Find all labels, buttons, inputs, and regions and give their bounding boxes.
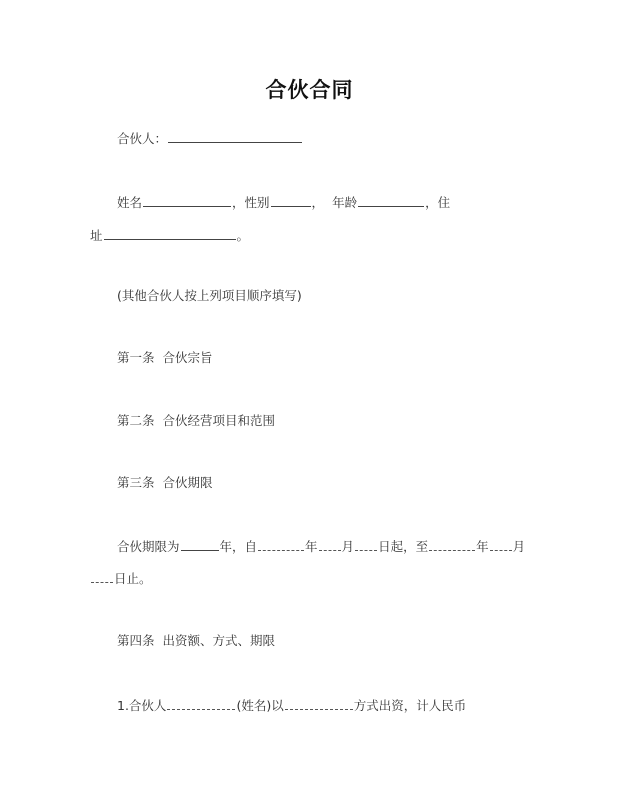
name-blank[interactable]	[143, 194, 231, 207]
term-years-blank[interactable]	[181, 538, 219, 551]
contribution-text: 方式出资，计人民币	[353, 698, 467, 713]
article-number: 第三条	[117, 475, 155, 490]
age-label: 年龄	[332, 195, 358, 210]
comma: ，	[311, 195, 325, 210]
comma: ，	[425, 195, 438, 210]
end-month-blank[interactable]	[490, 538, 512, 551]
document-title: 合伙合同	[265, 78, 354, 102]
article-number: 第二条	[117, 413, 155, 428]
age-blank[interactable]	[358, 194, 424, 207]
article-title: 合伙经营项目和范围	[162, 413, 276, 428]
name-line	[117, 194, 450, 211]
article-number: 第一条	[117, 350, 155, 365]
term-text: 年，自	[219, 539, 258, 554]
article-3-heading	[117, 475, 213, 491]
article-1-heading	[117, 350, 213, 366]
article-number: 第四条	[117, 633, 155, 648]
start-year-blank[interactable]	[258, 538, 304, 551]
contribution-text: (姓名)以	[236, 698, 284, 713]
end-year-blank[interactable]	[429, 538, 475, 551]
gender-blank[interactable]	[271, 194, 311, 207]
start-month-blank[interactable]	[319, 538, 341, 551]
contribution-clause	[117, 697, 466, 714]
term-clause-line-1	[117, 538, 525, 555]
term-clause-line-2	[90, 570, 152, 587]
contribution-text: 1.合伙人	[117, 698, 167, 713]
address-label-start: 住	[437, 195, 451, 210]
term-text: 月	[512, 539, 526, 554]
article-title: 合伙宗旨	[162, 350, 213, 365]
term-text: 月	[341, 539, 355, 554]
gender-label: 性别	[244, 195, 270, 210]
article-title: 合伙期限	[162, 475, 213, 490]
end-day-blank[interactable]	[91, 570, 113, 583]
contribution-method-blank[interactable]	[285, 697, 353, 710]
article-4-heading	[117, 633, 275, 649]
comma: ，	[232, 195, 245, 210]
address-blank[interactable]	[104, 227, 236, 240]
partner-name-blank[interactable]	[167, 697, 235, 710]
start-day-blank[interactable]	[355, 538, 377, 551]
term-text: 合伙期限为	[117, 539, 180, 554]
address-line	[90, 227, 249, 244]
term-text: 年	[476, 539, 489, 554]
article-2-heading	[117, 413, 275, 429]
fill-instruction-note: (其他合伙人按上列项目顺序填写)	[117, 288, 302, 303]
partner-line	[117, 130, 303, 147]
partner-label: 合伙人：	[117, 131, 168, 146]
term-text: 年	[305, 539, 318, 554]
term-text: 日止。	[114, 571, 152, 586]
name-label: 姓名	[117, 195, 143, 210]
partner-blank[interactable]	[168, 130, 302, 143]
address-label-end: 址	[90, 228, 103, 243]
article-title: 出资额、方式、期限	[162, 633, 276, 648]
period: 。	[236, 228, 250, 243]
term-text: 日起，至	[378, 539, 429, 554]
